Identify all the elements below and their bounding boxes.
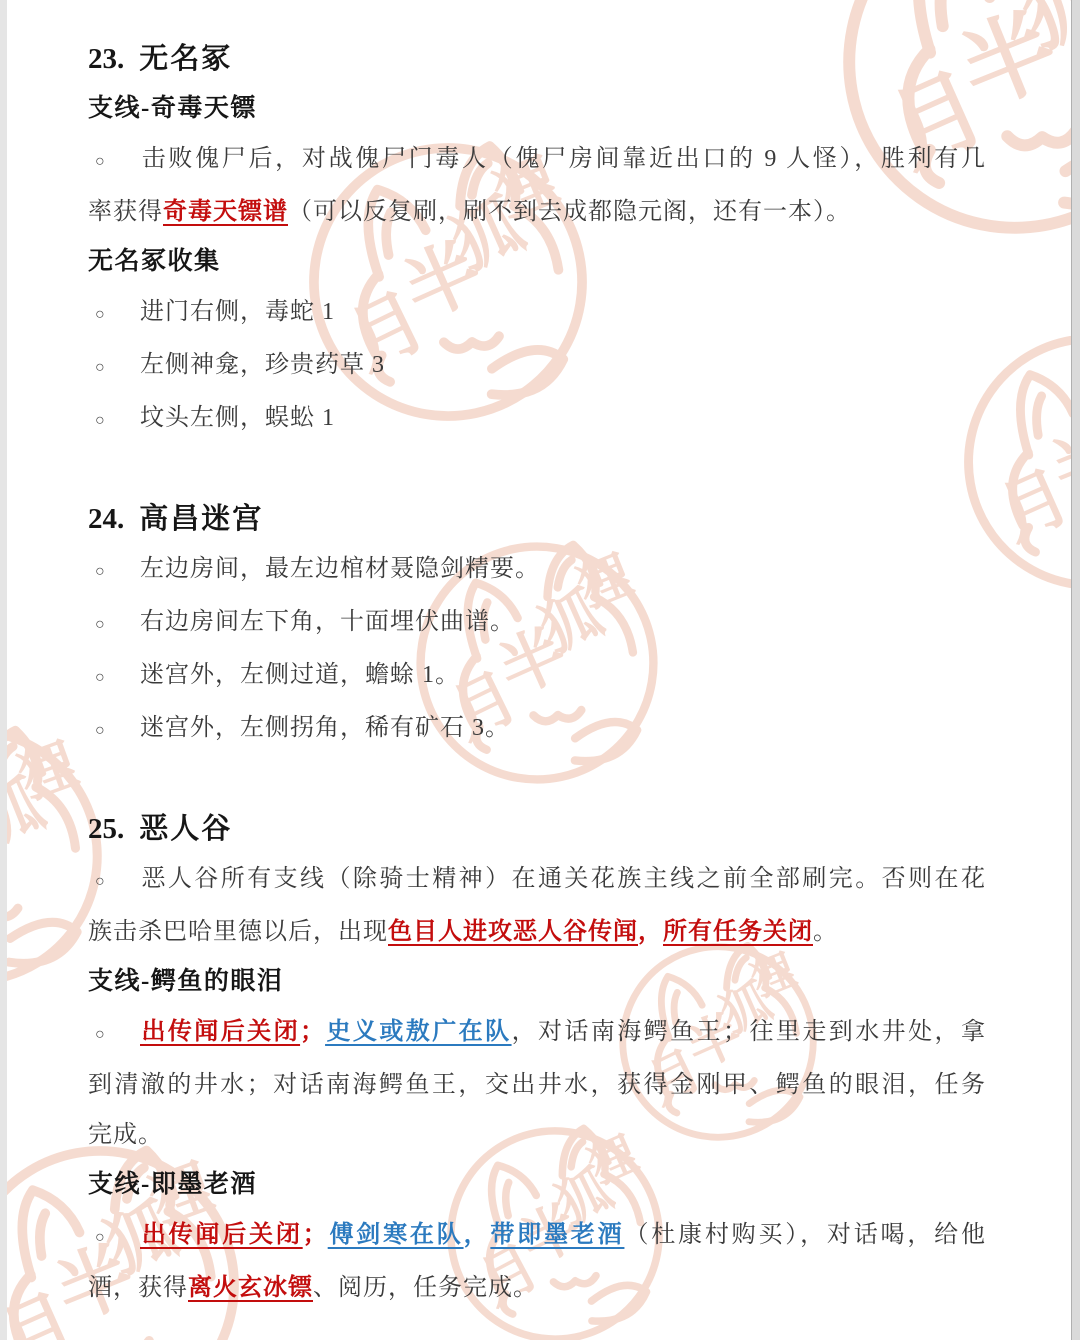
body-text: ，对话南海鳄鱼王；往里走到水井处，拿: [511, 1019, 986, 1045]
bullet-circle-icon: ○: [95, 153, 106, 170]
bullet-circle-icon: ○: [95, 1026, 106, 1043]
text-line: [88, 907, 986, 957]
body-text: 左侧神龛，珍贵药草 3: [140, 352, 385, 378]
text-line: [88, 1263, 986, 1313]
section-heading: [88, 34, 986, 84]
bullet-circle-icon: ○: [95, 563, 106, 580]
body-text: 族击杀巴哈里德以后，出现: [88, 919, 388, 945]
body-text: 恶人谷所有支线（除骑士精神）在通关花族主线之前全部刷完。否则在花: [140, 866, 986, 892]
bullet-circle-icon: ○: [95, 359, 106, 376]
subsection-heading: 支线-鳄鱼的眼泪: [88, 968, 284, 995]
body-text: 迷宫外，左侧拐角，稀有矿石 3。: [140, 715, 510, 741]
text-line: [88, 134, 986, 187]
bullet-circle-icon: ○: [95, 412, 106, 429]
highlight-red-text: 离火玄冰镖: [188, 1275, 313, 1301]
text-line: [88, 340, 986, 393]
highlight-blue-text: 傅剑寒在队: [327, 1222, 464, 1248]
highlight-red-text: 所有任务关闭: [663, 919, 813, 945]
text-line: [88, 650, 986, 703]
body-text: （杜康村购买），对话喝，给他: [624, 1222, 986, 1248]
bullet-circle-icon: ○: [95, 722, 106, 739]
body-text: 到清澈的井水；对话南海鳄鱼王，交出井水，获得金刚甲、鳄鱼的眼泪，任务: [88, 1072, 986, 1098]
subsection-heading: 无名冢收集: [88, 248, 221, 275]
text-line: [88, 187, 986, 237]
section-heading: [88, 804, 986, 854]
body-text: 。: [813, 919, 838, 945]
text-line: [88, 597, 986, 650]
highlight-blue-text: ，: [463, 1222, 491, 1248]
text-line: [88, 1007, 986, 1060]
section-number: 23.: [88, 43, 125, 75]
section-title: 无名冢: [139, 43, 233, 75]
text-line: [88, 544, 986, 597]
highlight-red-text: ，: [638, 919, 663, 945]
highlight-red-text: ；: [300, 1019, 326, 1045]
highlight-blue-text: 带即墨老酒: [490, 1222, 625, 1248]
text-line: [88, 1060, 986, 1110]
section-heading: [88, 494, 986, 544]
page-edge-left: [0, 0, 7, 1340]
body-text: 迷宫外，左侧过道，蟾蜍 1。: [140, 662, 460, 688]
body-text: 率获得: [88, 199, 163, 225]
body-text: 进门右侧，毒蛇 1: [140, 299, 335, 325]
highlight-red-text: ；: [302, 1222, 328, 1248]
body-text: 坟头左侧，蜈蚣 1: [140, 405, 335, 431]
bullet-circle-icon: ○: [95, 616, 106, 633]
text-line: [88, 1110, 986, 1160]
text-line: [88, 393, 986, 446]
body-text: 、阅历，任务完成。: [313, 1275, 538, 1301]
subsection-heading: 支线-奇毒天镖: [88, 95, 257, 122]
body-text: 完成。: [88, 1122, 163, 1148]
section-title: 高昌迷宫: [139, 503, 264, 535]
body-text: （可以反复刷，刷不到去成都隐元阁，还有一本）。: [288, 199, 851, 225]
text-line: [88, 854, 986, 907]
highlight-red-text: 色目人进攻恶人谷传闻: [388, 919, 638, 945]
body-text: 左边房间，最左边棺材聂隐剑精要。: [140, 556, 540, 582]
section-title: 恶人谷: [139, 813, 233, 845]
subsection-heading: 支线-即墨老酒: [88, 1171, 257, 1198]
section-number: 25.: [88, 813, 125, 845]
body-text: 酒，获得: [88, 1275, 188, 1301]
bullet-circle-icon: ○: [95, 1229, 106, 1246]
body-text: 右边房间左下角，十面埋伏曲谱。: [140, 609, 515, 635]
text-line: [88, 703, 986, 756]
body-text: 击败傀尸后，对战傀尸门毒人（傀尸房间靠近出口的 9 人怪），胜利有几: [140, 146, 986, 172]
text-line: [88, 287, 986, 340]
highlight-red-text: 出传闻后关闭: [140, 1222, 303, 1248]
bullet-circle-icon: ○: [95, 669, 106, 686]
highlight-red-text: 出传闻后关闭: [140, 1019, 301, 1045]
bullet-circle-icon: ○: [95, 873, 106, 890]
bullet-circle-icon: ○: [95, 306, 106, 323]
highlight-blue-text: 史义或敖广在队: [325, 1019, 512, 1045]
page-edge-right: [1071, 0, 1080, 1340]
section-number: 24.: [88, 503, 125, 535]
highlight-red-text: 奇毒天镖谱: [163, 199, 288, 225]
text-line: [88, 1210, 986, 1263]
